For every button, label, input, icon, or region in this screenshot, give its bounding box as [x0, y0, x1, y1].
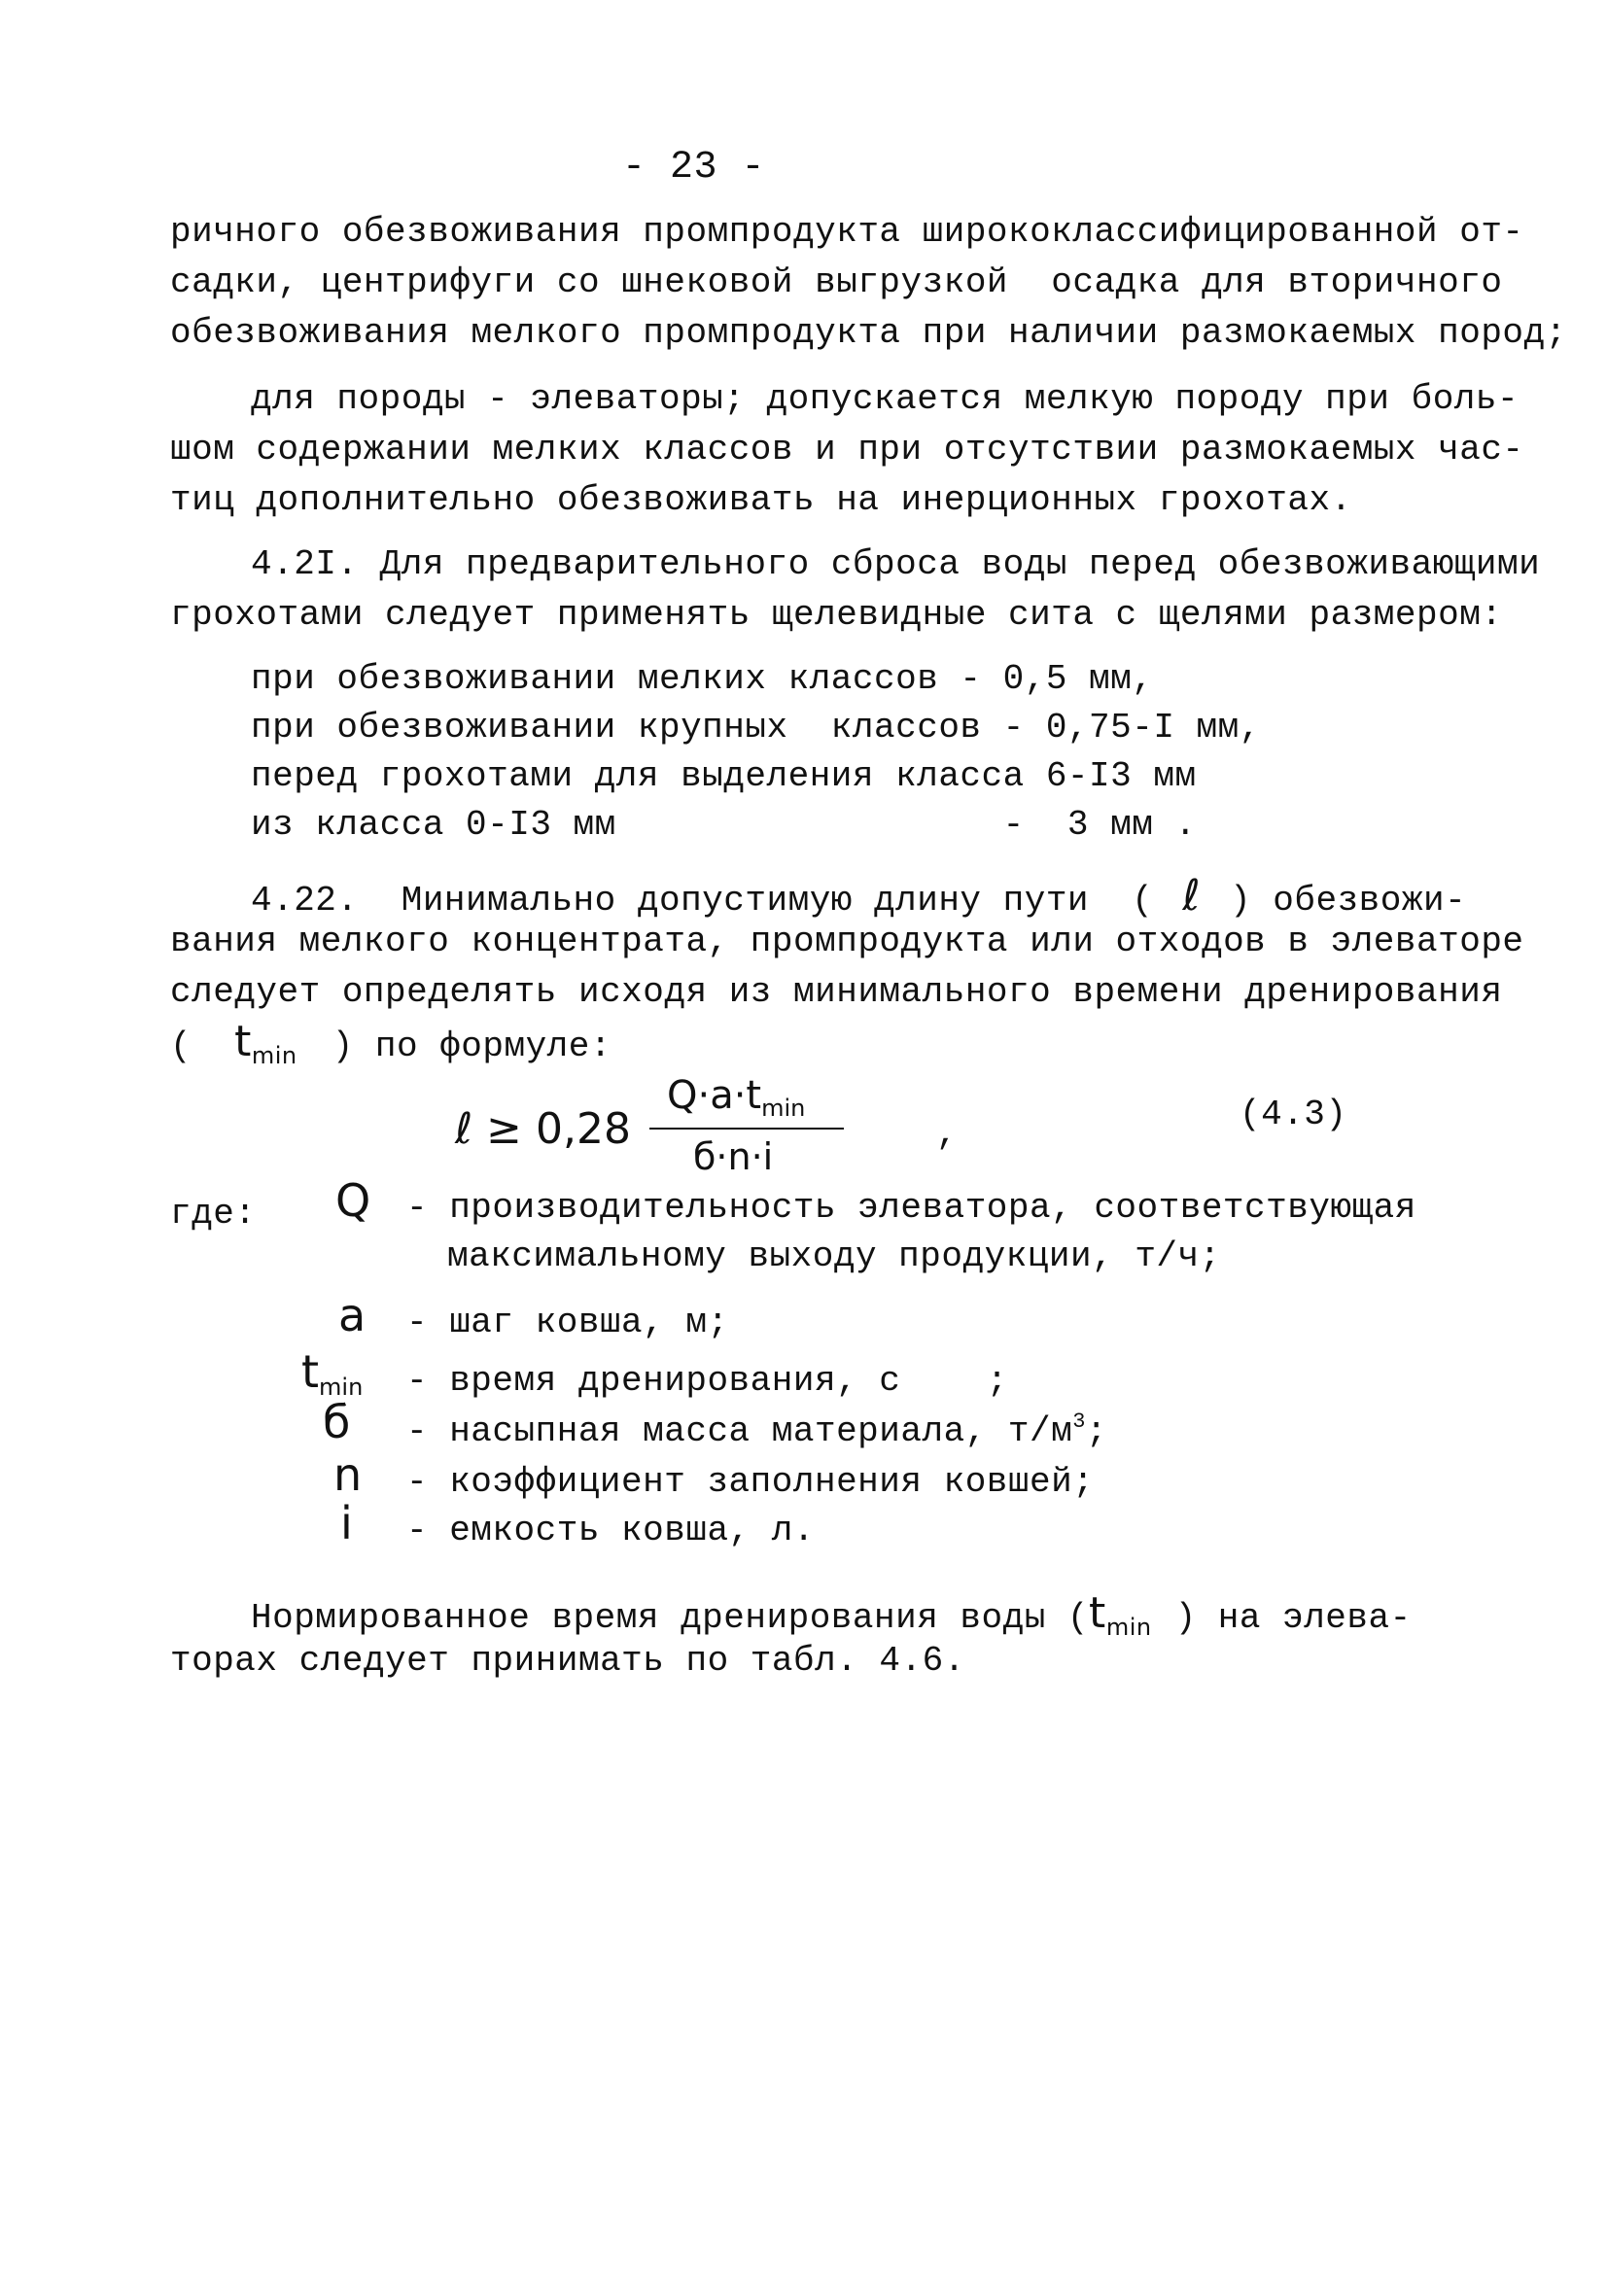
legend-text: - насыпная масса материала, $т/м^3$; [406, 1409, 1108, 1451]
text-line: грохотами следует применять щелевидные сита с щелями размером: [170, 595, 1503, 635]
text-line: следует определять исходя из минимального времени дренирования [170, 972, 1503, 1012]
legend-text: - коэффициент заполнения ковшей; [406, 1462, 1095, 1502]
formula-lhs: ℓ ≥ 0,28 [455, 1104, 631, 1154]
formula-number: (4.3) [1240, 1095, 1347, 1134]
section-4-21: 4.2I. Для предварительного сброса воды перед обезвоживающими [251, 544, 1541, 584]
legend-symbol-n: n [333, 1448, 363, 1501]
legend-text: - производительность элеватора, соответствующая [406, 1188, 1416, 1228]
formula-comma: , [936, 1114, 959, 1154]
text-line: ( $t_{min}$ ) по формуле: [170, 1017, 611, 1069]
formula-4-3 [455, 1069, 959, 1178]
length-symbol: ℓ [1182, 871, 1202, 921]
legend-text: - шаг ковша, м; [406, 1303, 729, 1342]
legend-text: - время дренирования, с ; [406, 1361, 1008, 1401]
legend-text: - емкость ковша, л. [406, 1511, 815, 1550]
legend-symbol-q: Q [335, 1174, 371, 1227]
legend-symbol-tmin: $t_{min}$ [301, 1345, 364, 1401]
text-line: садки, центрифуги со шнековой выгрузкой осадка для вторичного [170, 262, 1503, 302]
fraction-bar [649, 1128, 844, 1130]
page-number: - 23 - [622, 146, 766, 190]
where-label: где: [170, 1194, 257, 1234]
text-line: тиц дополнительно обезвоживать на инерционных грохотах. [170, 480, 1352, 520]
text-line: для породы - элеваторы; допускается мелкую породу при боль- [251, 379, 1520, 419]
text-line: торах следует принимать по табл. 4.6. [170, 1641, 965, 1681]
text-line: вания мелкого концентрата, промпродукта или отходов в элеваторе [170, 922, 1524, 961]
formula-numerator: $Q\cdot a\cdot t_{min}$ [667, 1073, 806, 1122]
legend-symbol-a: a [338, 1289, 367, 1341]
text-line: обезвоживания мелкого промпродукта при наличии размокаемых пород; [170, 313, 1567, 353]
section-4-22: 4.22. Минимально допустимую длину пути ( ℓ ) обезвожи- [251, 871, 1467, 921]
text-line: Нормированное время дренирования воды ($t_{min}$ ) на элева- [251, 1588, 1412, 1641]
time-symbol: t [234, 1017, 252, 1066]
sieve-item: при обезвоживании крупных классов - 0,75-I мм, [251, 708, 1261, 748]
text-line: ричного обезвоживания промпродукта ширококлассифицированной от- [170, 212, 1524, 252]
sieve-item: при обезвоживании мелких классов - 0,5 мм, [251, 659, 1154, 699]
sieve-item: из класса 0-I3 мм - 3 мм . [251, 805, 1197, 845]
legend-symbol-density: б [323, 1396, 351, 1448]
legend-symbol-i: i [340, 1497, 353, 1549]
sieve-item: перед грохотами для выделения класса 6-I3 мм [251, 756, 1197, 796]
formula-denominator: б·n·i [693, 1135, 774, 1178]
time-symbol: t [1089, 1588, 1106, 1638]
legend-text: максимальному выходу продукции, т/ч; [447, 1236, 1221, 1276]
text-line: шом содержании мелких классов и при отсутствии размокаемых час- [170, 430, 1524, 470]
